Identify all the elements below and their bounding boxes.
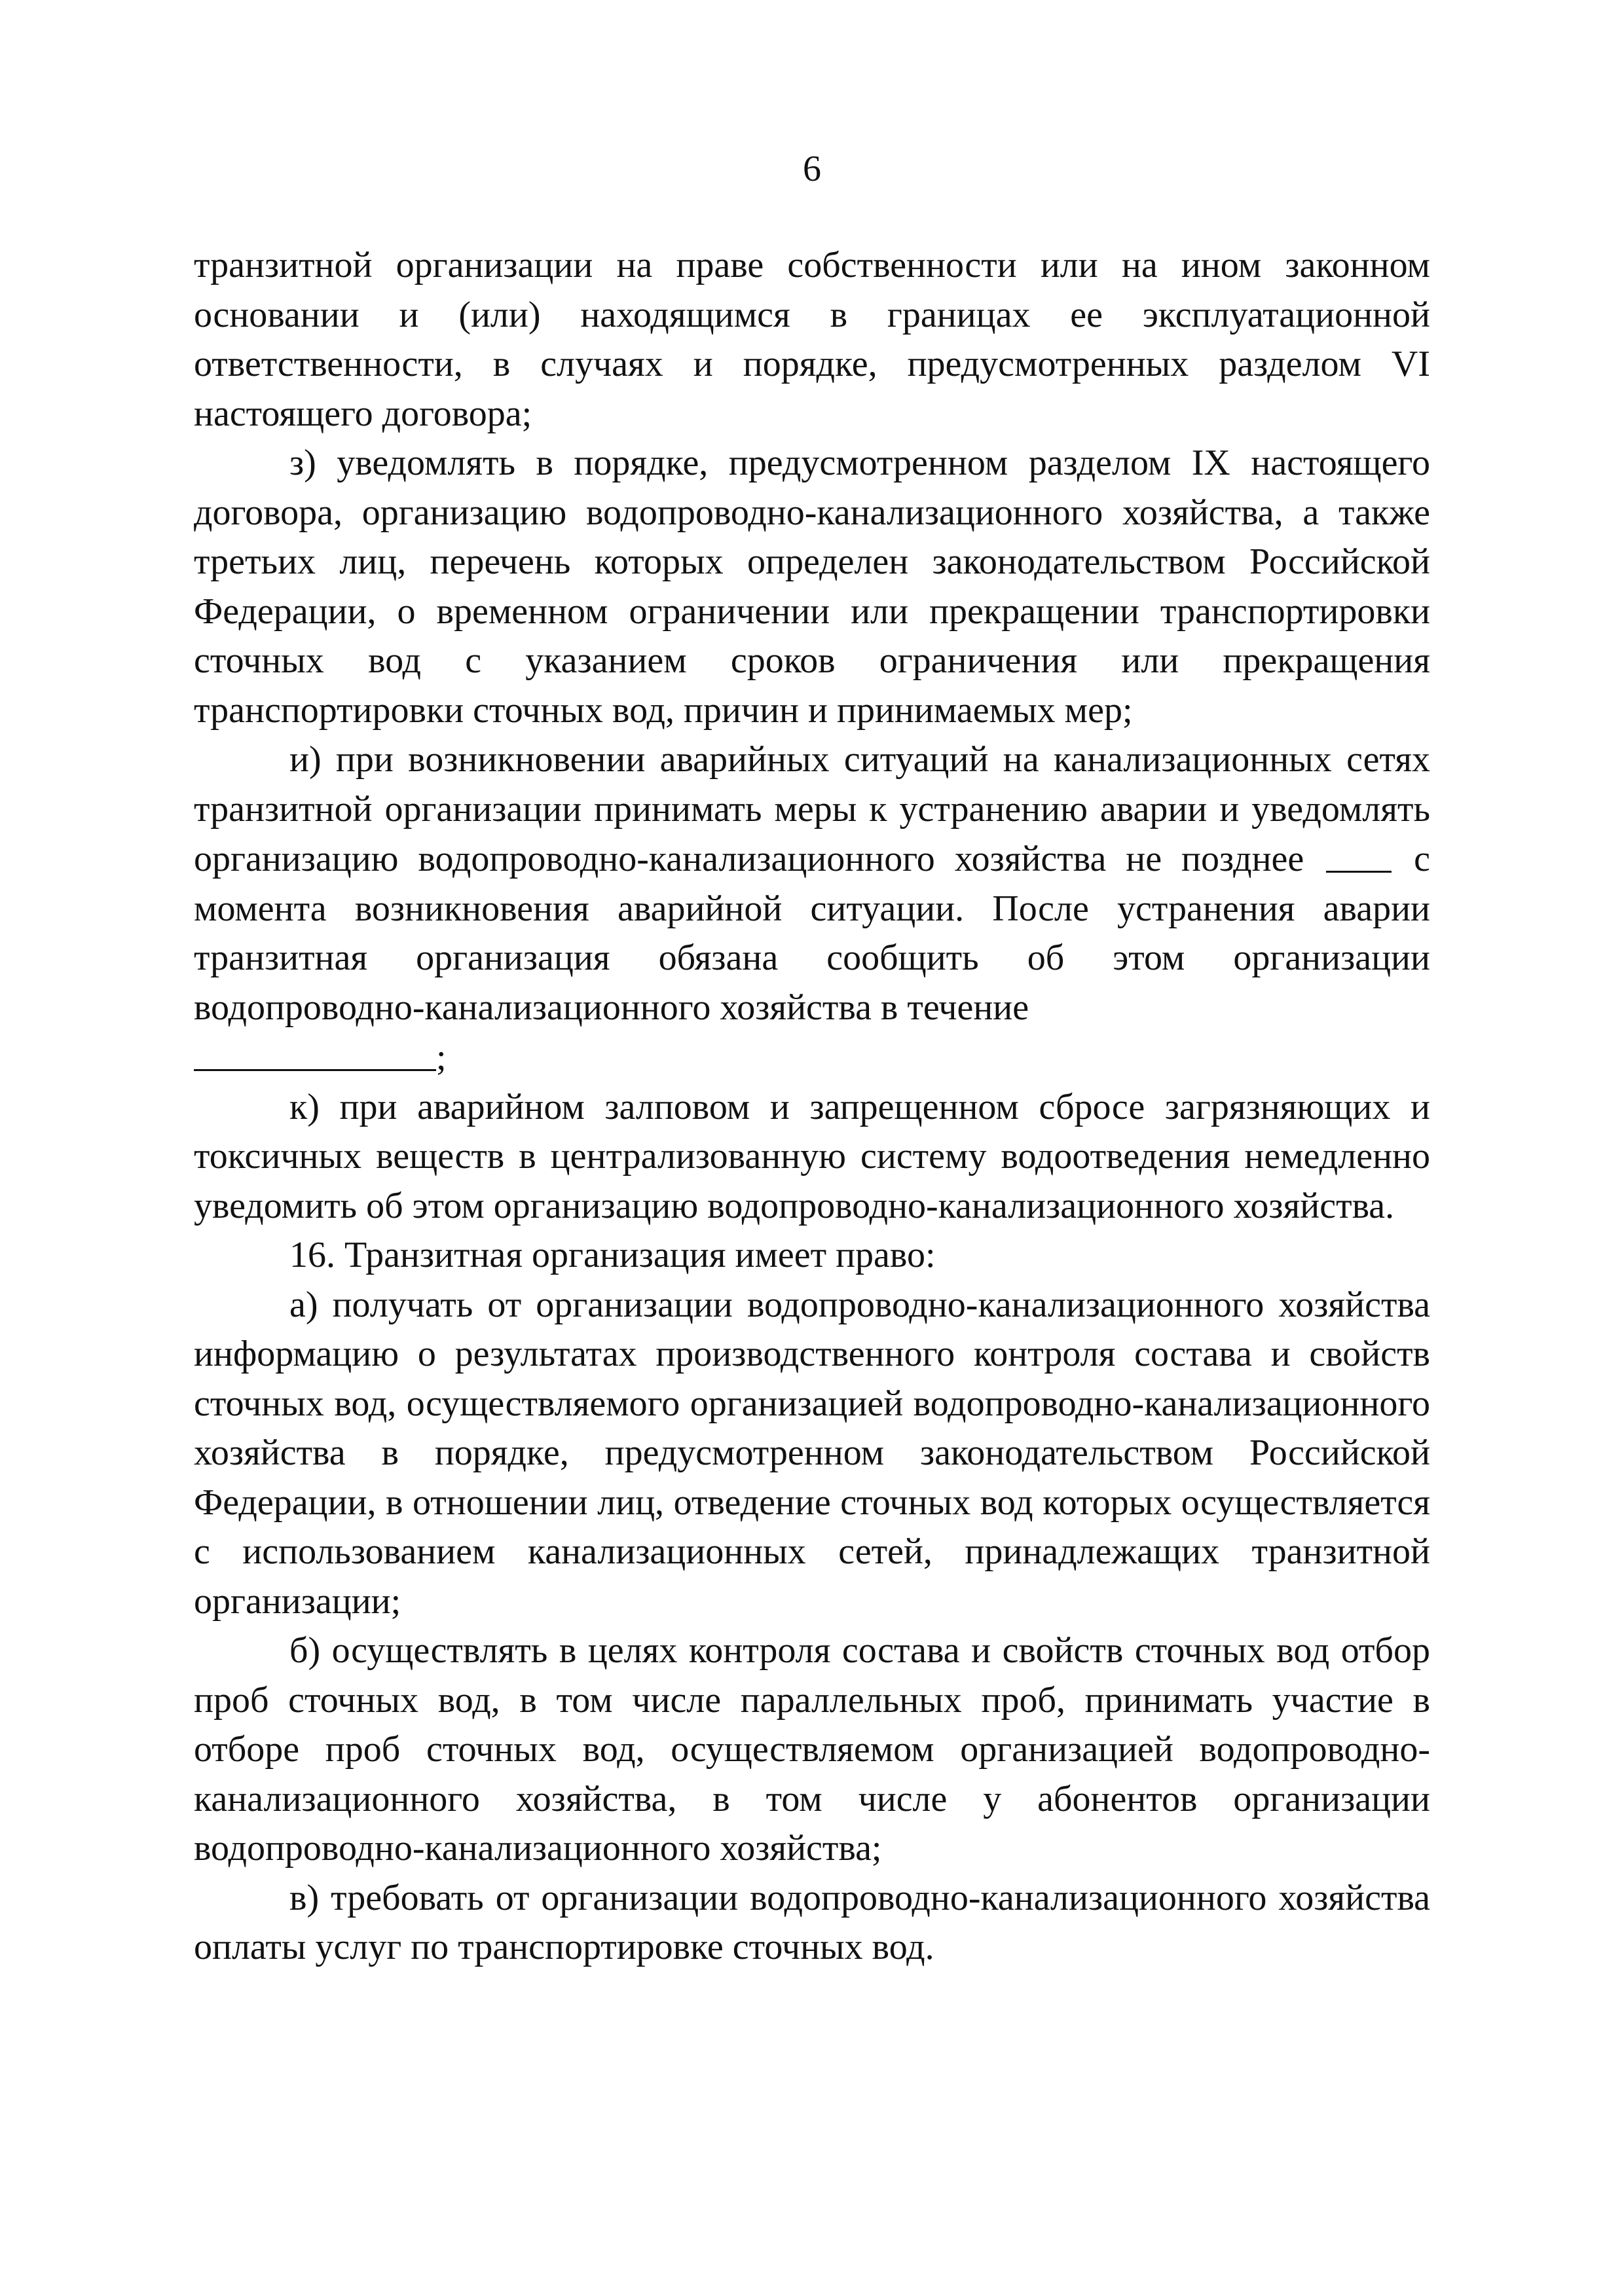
page-number: 6 — [803, 149, 821, 189]
paragraph-i-end: ; — [436, 1037, 447, 1078]
paragraph-v: в) требовать от организации водопроводно-канализационного хозяйства оплаты услуг по транспортировке сточных вод. — [194, 1877, 1430, 1968]
paragraph-16: 16. Транзитная организация имеет право: — [289, 1235, 936, 1276]
document-body — [194, 241, 1430, 1973]
paragraph-i-part2: с момента возникновения аварийной ситуации. После устранения аварии транзитная организация обязана сообщить об этом организации водопроводно-канализационного хозяйства в течение — [194, 839, 1430, 1028]
paragraph-i — [194, 735, 1430, 1083]
blank-field-period — [194, 1032, 436, 1071]
blank-field-deadline — [1326, 834, 1392, 873]
paragraph-b: б) осуществлять в целях контроля состава и свойств сточных вод отбор проб сточных вод, в том числе параллельных проб, принимать участие в отборе проб сточных вод, осуществляемом организацией водопроводно-канализационного хозяйства, в том числе у абонентов организации водопроводно-канализационного хозяйства; — [194, 1630, 1430, 1869]
paragraph-continuation: транзитной организации на праве собственности или на ином законном основании и (или) находящимся в границах ее эксплуатационной ответственности, в случаях и порядке, предусмотренных разделом VI настоящего договора; — [194, 245, 1430, 434]
paragraph-z: з) уведомлять в порядке, предусмотренном разделом IX настоящего договора, организацию водопроводно-канализационного хозяйства, а также третьих лиц, перечень которых определен законодательством Российской Федерации, о временном ограничении или прекращении транспортировки сточных вод с указанием сроков ограничения или прекращения транспортировки сточных вод, причин и принимаемых мер; — [194, 443, 1430, 731]
paragraph-a: а) получать от организации водопроводно-канализационного хозяйства информацию о результатах производственного контроля состава и свойств сточных вод, осуществляемого организацией водопроводно-канализационного хозяйства в порядке, предусмотренном законодательством Российской Федерации, в отношении лиц, отведение сточных вод которых осуществляется с использованием канализационных сетей, принадлежащих транзитной организации; — [194, 1284, 1430, 1622]
paragraph-k: к) при аварийном залповом и запрещенном сбросе загрязняющих и токсичных веществ в централизованную систему водоотведения немедленно уведомить об этом организацию водопроводно-канализационного хозяйства. — [194, 1086, 1430, 1226]
paragraph-i-part1: и) при возникновении аварийных ситуаций на канализационных сетях транзитной организации принимать меры к устранению аварии и уведомлять организацию водопроводно-канализационного хозяйства не позднее — [194, 739, 1430, 880]
